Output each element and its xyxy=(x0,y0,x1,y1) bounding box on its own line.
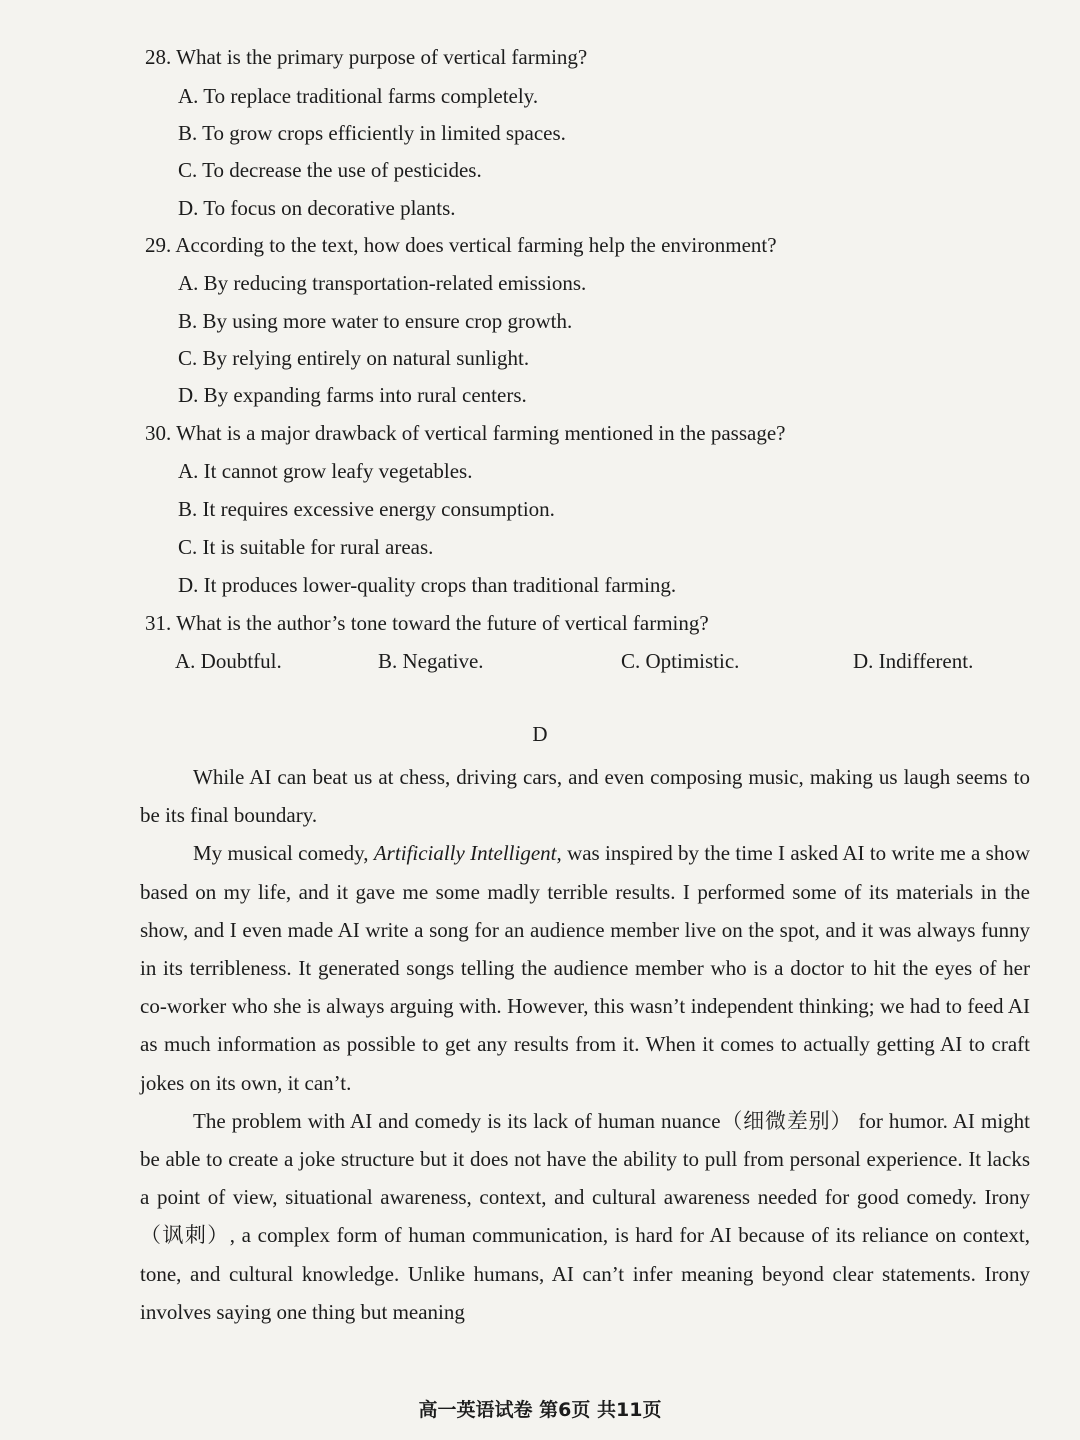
question-31-option-d: D. Indifferent. xyxy=(853,649,974,673)
comedy-title: Artificially Intelligent xyxy=(373,841,557,866)
paragraph-2-start: My musical comedy, xyxy=(193,841,374,866)
question-30-option-d: D. It produces lower-quality crops than traditional farming. xyxy=(178,573,677,597)
question-29-option-a: A. By reducing transportation-related emissions. xyxy=(178,271,587,295)
question-28-option-c: C. To decrease the use of pesticides. xyxy=(178,158,482,182)
passage-paragraph-2 xyxy=(140,834,1030,1101)
question-29-option-d: D. By expanding farms into rural centers. xyxy=(178,383,527,407)
passage-paragraph-3: The problem with AI and comedy is its lack of human nuance（细微差别） for humor. AI might be able to create a joke structure but it does not have the ability to pull from personal experience. It lacks a point of view, situational awareness, context, and cultural awareness needed for good comedy. Irony（讽刺）, a complex form of human communication, is hard for AI because of its reliance on context, tone, and cultural knowledge. Unlike humans, AI can’t infer meaning beyond clear statements. Irony involves saying one thing but meaning xyxy=(140,1108,1030,1324)
question-29-stem: 29. According to the text, how does vertical farming help the environment? xyxy=(145,233,777,257)
question-28-option-d: D. To focus on decorative plants. xyxy=(178,196,456,220)
question-30-option-b: B. It requires excessive energy consumption. xyxy=(178,497,555,521)
question-28-option-a: A. To replace traditional farms completely. xyxy=(178,84,539,108)
question-30-option-c: C. It is suitable for rural areas. xyxy=(178,535,434,559)
reading-passage xyxy=(140,758,1030,1331)
question-31-option-b: B. Negative. xyxy=(378,649,484,673)
page-footer: 高一英语试卷 第6页 共11页 xyxy=(418,1399,662,1421)
section-label: D xyxy=(532,722,548,746)
question-28-stem: 28. What is the primary purpose of vertical farming? xyxy=(145,45,588,69)
question-29-option-b: B. By using more water to ensure crop growth. xyxy=(178,309,573,333)
question-31-stem: 31. What is the author’s tone toward the future of vertical farming? xyxy=(145,611,709,635)
question-31-option-c: C. Optimistic. xyxy=(621,649,740,673)
passage-paragraph-1: While AI can beat us at chess, driving cars, and even composing music, making us laugh seems to be its final boundary. xyxy=(140,765,1030,828)
question-29-option-c: C. By relying entirely on natural sunlight. xyxy=(178,346,530,370)
paragraph-2-rest: , was inspired by the time I asked AI to write me a show based on my life, and it gave me some madly terrible results. I performed some of its materials in the show, and I even made AI write a song for an audience member live on the spot, and it was always funny in its terribleness. It generated songs telling the audience member who is a doctor to hit the eyes of her co-worker who she is always arguing with. However, this wasn’t independent thinking; we had to feed AI as much information as possible to get any results from it. When it comes to actually getting AI to craft jokes on its own, it can’t. xyxy=(140,841,1030,1095)
question-30-option-a: A. It cannot grow leafy vegetables. xyxy=(178,459,473,483)
question-31-option-a: A. Doubtful. xyxy=(175,649,282,673)
question-30-stem: 30. What is a major drawback of vertical farming mentioned in the passage? xyxy=(145,421,786,445)
question-28-option-b: B. To grow crops efficiently in limited spaces. xyxy=(178,121,566,145)
